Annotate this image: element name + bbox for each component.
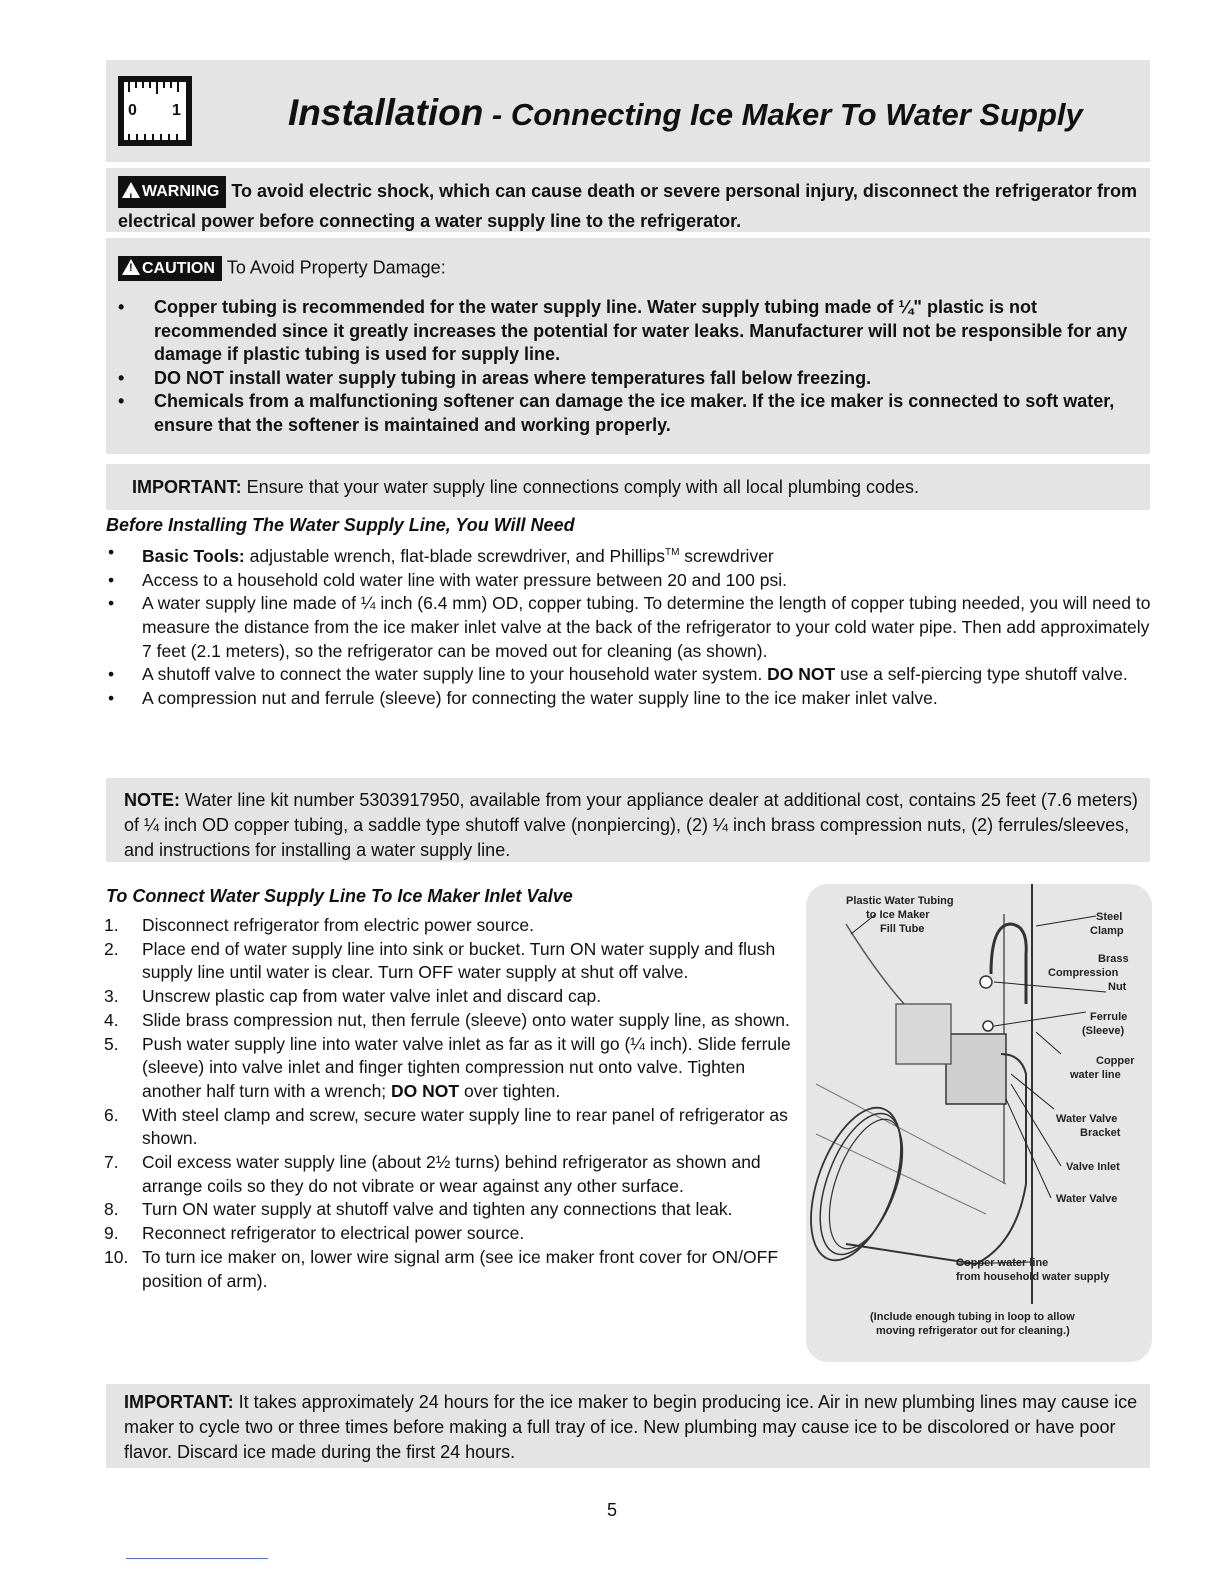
caution-badge: ! CAUTION	[118, 256, 222, 281]
label-plastic-tubing-2: to Ice Maker	[866, 909, 930, 921]
warning-triangle-icon: !	[122, 182, 140, 198]
label-bracket-2: Bracket	[1080, 1127, 1121, 1139]
caution-heading-row	[118, 256, 446, 281]
step-item: 1. Disconnect refrigerator from electric power source.	[104, 915, 534, 935]
caution-bullet: • Chemicals from a malfunctioning softener can damage the ice maker. If the ice maker is connected to soft water, ensure that the softener is maintained and working properly.	[118, 391, 1115, 435]
label-brass-1: Brass	[1098, 953, 1129, 965]
label-plastic-tubing-3: Fill Tube	[880, 923, 925, 935]
note-label: NOTE:	[124, 790, 180, 810]
label-plastic-tubing-1: Plastic Water Tubing	[846, 895, 954, 907]
important-label-2: IMPORTANT:	[124, 1392, 234, 1412]
label-loop-note-1: (Include enough tubing in loop to allow	[870, 1311, 1075, 1323]
ruler-label-0: 0	[128, 102, 137, 119]
label-copper-1: Copper	[1096, 1055, 1135, 1067]
footer-line	[126, 1558, 268, 1559]
important-text: Ensure that your water supply line connections comply with all local plumbing codes.	[241, 477, 920, 497]
step-item: 10. To turn ice maker on, lower wire signal arm (see ice maker front cover for ON/OFF position of arm).	[104, 1246, 779, 1291]
label-ferrule-1: Ferrule	[1090, 1011, 1128, 1023]
steps-list	[104, 914, 804, 1293]
step-item: 9. Reconnect refrigerator to electrical power source.	[104, 1223, 525, 1244]
important-label: IMPORTANT:	[132, 477, 242, 497]
caution-list	[112, 296, 1152, 437]
label-brass-3: Nut	[1108, 981, 1127, 993]
warning-badge: ! WARNING	[118, 176, 226, 208]
step-item: 6. With steel clamp and screw, secure water supply line to rear panel of refrigerator as shown.	[104, 1104, 788, 1149]
label-loop-note-2: moving refrigerator out for cleaning.)	[876, 1325, 1070, 1337]
connect-heading: To Connect Water Supply Line To Ice Maker Inlet Valve	[106, 886, 573, 906]
page-number: 5	[606, 1500, 617, 1520]
warning-text-block	[118, 176, 1138, 234]
step-item: 4. Slide brass compression nut, then ferrule (sleeve) onto water supply line, as shown.	[104, 1009, 790, 1030]
label-steel-clamp-2: Clamp	[1090, 925, 1124, 937]
step-item: 7. Coil excess water supply line (about 2½ turns) behind refrigerator as shown and arrange coils so they do not vibrate or wear against any other surface.	[104, 1152, 761, 1196]
important-text-2: It takes approximately 24 hours for the ice maker to begin producing ice. Air in new plumbing lines may cause ice maker to cycle two or three times before making a full tray of ice. New plumbing may cause ice to be discolored or have poor flavor. Discard ice made during the first 24 hours.	[124, 1392, 1138, 1462]
step-item: 3. Unscrew plastic cap from water valve inlet and discard cap.	[104, 986, 602, 1007]
before-heading: Before Installing The Water Supply Line, You Will Need	[106, 515, 575, 535]
needs-list	[106, 541, 1156, 711]
caution-bullet: • Copper tubing is recommended for the water supply line. Water supply tubing made of ¼" plastic is not recommended since it greatly increases the potential for water leaks. Manufacturer will not be responsible for any damage if plastic tubing is used for supply line.	[118, 297, 1128, 364]
title-sub: - Connecting Ice Maker To Water Supply	[483, 97, 1083, 132]
list-item: • A compression nut and ferrule (sleeve) for connecting the water supply line to the ice maker inlet valve.	[108, 688, 938, 709]
page-title	[288, 92, 1083, 134]
label-brass-2: Compression	[1048, 967, 1119, 979]
caution-triangle-icon: !	[122, 259, 140, 275]
caution-heading: To Avoid Property Damage:	[226, 257, 446, 278]
label-bracket-1: Water Valve	[1056, 1113, 1118, 1125]
list-item: • Basic Tools: adjustable wrench, flat-blade screwdriver, and Phillips™ screwdriver	[108, 542, 774, 566]
ice-maker-diagram	[806, 884, 1152, 1362]
label-steel-clamp-1: Steel	[1096, 911, 1123, 923]
list-item: • A shutoff valve to connect the water supply line to your household water system. DO NOT use a self-piercing type shutoff valve.	[108, 664, 1128, 685]
list-item: • A water supply line made of ¼ inch (6.4 mm) OD, copper tubing. To determine the length of copper tubing needed, you will need to measure the distance from the ice maker inlet valve at the back of the refrigerator to your cold water pipe. Then add approximately 7 feet (2.1 meters), so the refrigerator can be moved out for cleaning (as shown).	[108, 593, 1151, 661]
important-note-2	[124, 1390, 1144, 1465]
note-text: Water line kit number 5303917950, available from your appliance dealer at additional cost, contains 25 feet (7.6 meters) of ¼ inch OD copper tubing, a saddle type shutoff valve (nonpiercing), (2) ¼ inch brass compression nuts, (2) ferrules/sleeves, and instructions for installing a water supply line.	[124, 790, 1138, 860]
label-household-2: from household water supply	[956, 1271, 1110, 1283]
label-water-valve: Water Valve	[1056, 1193, 1118, 1205]
caution-bullet: • DO NOT install water supply tubing in areas where temperatures fall below freezing.	[118, 367, 872, 388]
warning-text: To avoid electric shock, which can cause death or severe personal injury, disconnect the refrigerator from electrical power before connecting a water supply line to the refrigerator.	[118, 180, 1137, 231]
title-main: Installation	[288, 92, 484, 133]
note-text-block	[124, 788, 1144, 863]
step-item: 2. Place end of water supply line into sink or bucket. Turn ON water supply and flush supply line until water is clear. Turn OFF water supply at shut off valve.	[104, 938, 776, 983]
label-valve-inlet: Valve Inlet	[1066, 1161, 1120, 1173]
label-ferrule-2: (Sleeve)	[1082, 1025, 1125, 1037]
label-household-1: Copper water line	[956, 1257, 1049, 1269]
step-item: 8. Turn ON water supply at shutoff valve and tighten any connections that leak.	[104, 1199, 733, 1220]
list-item: • Access to a household cold water line with water pressure between 20 and 100 psi.	[108, 569, 787, 590]
ruler-label-1: 1	[172, 102, 181, 119]
label-copper-2: water line	[1070, 1069, 1121, 1081]
important-note	[132, 477, 919, 498]
ruler-icon	[118, 76, 192, 146]
step-item: 5. Push water supply line into water valve inlet as far as it will go (¼ inch). Slide ferrule (sleeve) into valve inlet and finger tighten compression nut onto valve. Tighten another half turn with a wrench; DO NOT over tighten.	[104, 1033, 791, 1101]
